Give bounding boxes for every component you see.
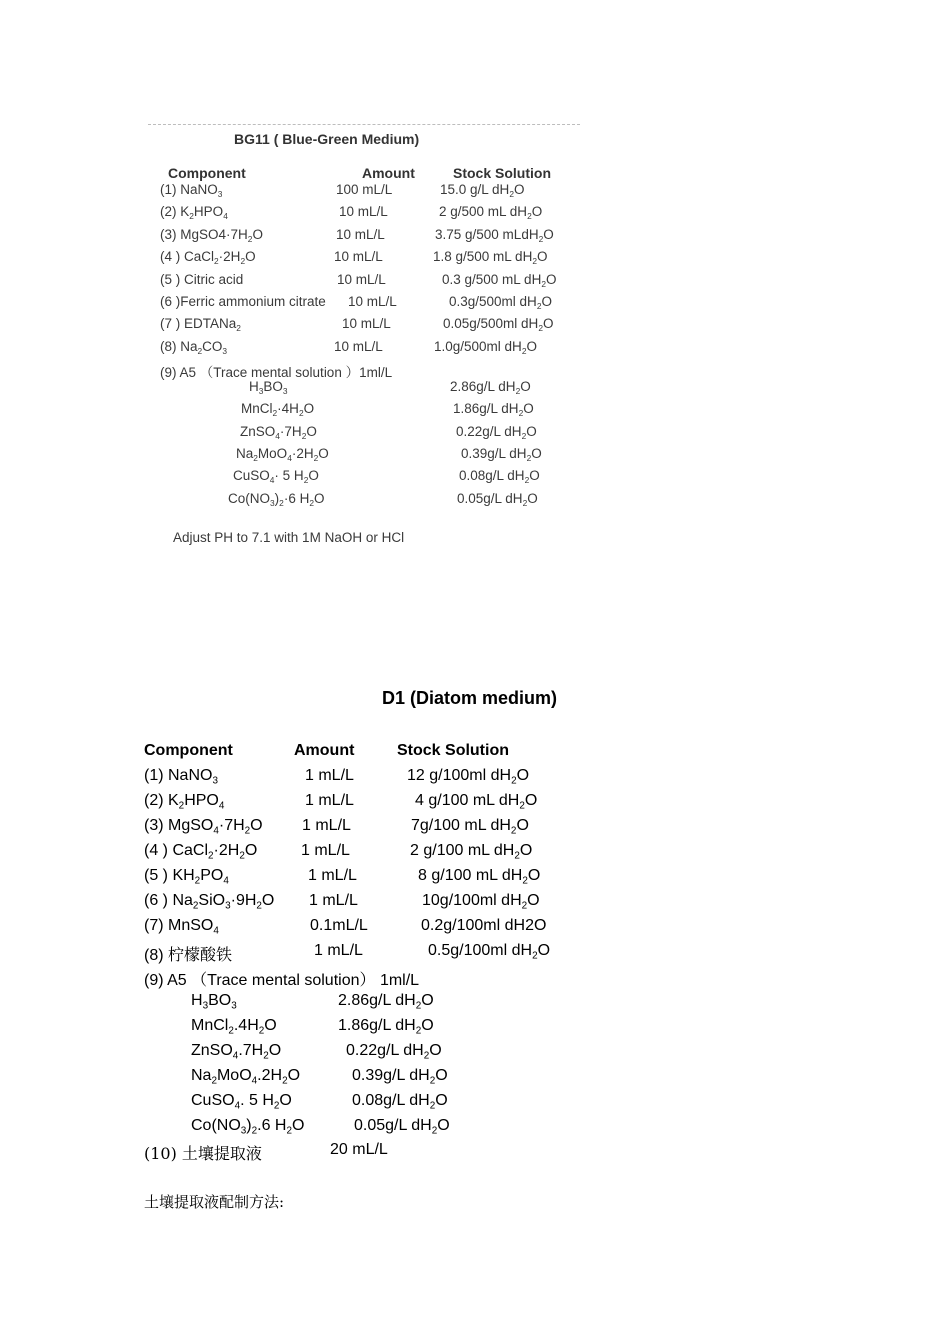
d1-trace-6-component: $Co(NO_3)_2.6$ $H_2O$ (191, 1117, 305, 1137)
bg11-trace-5-component: CuSO$_4$· 5 $H_2O$ (233, 468, 319, 485)
bg11-row-7-component: (7 ) EDTANa$_2$ (160, 316, 241, 333)
d1-row-8-component: (8) 柠檬酸铁 (144, 945, 233, 964)
d1-footer-note: 土壤提取液配制方法: (144, 1193, 285, 1211)
bg11-row-6-component: (6 )Ferric ammonium citrate (160, 294, 326, 309)
d1-trace-1-stock: 2.86g/L $dH_2O$ (338, 992, 434, 1012)
bg11-row-3-stock: 3.75 g/500 mLdH$_2$O (435, 227, 554, 244)
d1-title: D1 (Diatom medium) (382, 688, 558, 708)
bg11-row-4-amount: 10 mL/L (334, 249, 383, 264)
d1-trace-label: (9) A5 （Trace mental solution） 1ml/L (144, 972, 420, 989)
d1-row-4-amount: 1 mL/L (301, 842, 350, 859)
bg11-trace-5-stock: 0.08g/L $dH_2O$ (459, 468, 540, 485)
d1-row-6-component: (6 ) $Na_2SiO_3\cdot 9H_2O$ (144, 892, 275, 912)
bg11-header-component: Component (168, 165, 246, 181)
bg11-trace-2-component: $MnCl_2\cdot 4H_2O$ (241, 401, 315, 418)
d1-row-2-amount: 1 mL/L (305, 792, 354, 809)
d1-trace-6-stock: 0.05g/L $dH_2O$ (354, 1117, 450, 1137)
bg11-row-8-component: (8) $Na_2CO_3$ (160, 339, 228, 356)
bg11-trace-3-stock: 0.22g/L $dH_2O$ (456, 424, 537, 441)
d1-header-stock: Stock Solution (397, 742, 509, 759)
bg11-trace-4-component: $Na_2MoO_4\cdot 2H_2O$ (236, 446, 329, 463)
d1-row-3-component: (3) $MgSO_4\cdot 7H_2O$ (144, 817, 263, 837)
d1-row-2-component: (2) $K_2HPO_4$ (144, 792, 225, 812)
bg11-row-8-amount: 10 mL/L (334, 339, 383, 354)
bg11-row-6-amount: 10 mL/L (348, 294, 397, 309)
d1-row-1-amount: 1 mL/L (305, 767, 354, 784)
d1-row-8-stock: 0.5g/100ml $dH_2O$ (428, 942, 551, 962)
bg11-row-7-amount: 10 mL/L (342, 316, 391, 331)
d1-row-10-amount: 20 mL/L (330, 1141, 388, 1158)
bg11-row-6-stock: 0.3g/500ml $dH_2O$ (449, 294, 552, 311)
d1-row-2-stock: 4 g/100 mL $dH_2O$ (415, 792, 538, 812)
bg11-row-8-stock: 1.0g/500ml $dH_2O$ (434, 339, 537, 356)
bg11-trace-1-component: $H_3BO_3$ (249, 379, 288, 396)
d1-trace-2-stock: 1.86g/L $dH_2O$ (338, 1017, 434, 1037)
bg11-trace-6-stock: 0.05g/L $dH_2O$ (457, 491, 538, 508)
bg11-row-4-component: (4 ) $CaCl_2\cdot 2H_2O$ (160, 249, 256, 266)
bg11-row-7-stock: 0.05g/500ml $dH_2O$ (443, 316, 554, 333)
divider (148, 124, 580, 125)
bg11-row-2-component: (2) $K_2HPO_4$ (160, 204, 228, 221)
bg11-trace-3-component: $ZnSO_4\cdot 7H_2O$ (240, 424, 317, 441)
bg11-trace-1-stock: 2.86g/L $dH_2O$ (450, 379, 531, 396)
d1-row-5-stock: 8 g/100 mL $dH_2O$ (418, 867, 541, 887)
bg11-row-1-stock: 15.0 g/L $dH_2O$ (440, 182, 525, 199)
d1-row-10-component: (10) 土壤提取液 (144, 1144, 262, 1163)
d1-row-8-amount: 1 mL/L (314, 942, 363, 959)
d1-trace-1-component: $H_3BO_3$ (191, 992, 237, 1012)
bg11-row-5-stock: 0.3 g/500 mL $dH_2O$ (442, 272, 557, 289)
d1-row-7-amount: 0.1mL/L (310, 917, 368, 934)
d1-header-amount: Amount (294, 742, 355, 759)
bg11-trace-6-component: $Co(NO_3)_2\cdot 6$ $H_2O$ (228, 491, 325, 508)
bg11-row-2-stock: 2 g/500 mL $dH_2O$ (439, 204, 543, 221)
d1-row-3-amount: 1 mL/L (302, 817, 351, 834)
bg11-row-3-amount: 10 mL/L (336, 227, 385, 242)
d1-trace-4-component: $Na_2MoO_4.2H_2O$ (191, 1067, 301, 1087)
d1-trace-5-stock: 0.08g/L $dH_2O$ (352, 1092, 448, 1112)
d1-row-1-component: (1) NaNO$_3$ (144, 767, 218, 787)
d1-trace-2-component: $MnCl_2.4H_2O$ (191, 1017, 277, 1037)
bg11-row-1-component: (1) NaNO$_3$ (160, 182, 223, 199)
d1-row-6-stock: 10g/100ml $dH_2O$ (422, 892, 540, 912)
d1-row-7-stock: 0.2g/100ml dH2O (421, 917, 547, 934)
bg11-header-stock: Stock Solution (453, 165, 551, 181)
bg11-row-3-component: (3) $MgSO4\cdot 7H_2O$ (160, 227, 263, 244)
d1-header-component: Component (144, 742, 233, 759)
d1-row-1-stock: 12 g/100ml $dH_2O$ (407, 767, 530, 787)
bg11-trace-4-stock: 0.39g/L $dH_2O$ (461, 446, 542, 463)
bg11-row-5-component: (5 ) Citric acid (160, 272, 244, 287)
d1-row-5-component: (5 ) $KH_2PO_4$ (144, 867, 229, 887)
d1-row-4-component: (4 ) $CaCl_2\cdot 2H_2O$ (144, 842, 258, 862)
bg11-header-amount: Amount (362, 165, 415, 181)
bg11-row-1-amount: 100 mL/L (336, 182, 393, 197)
bg11-title: BG11 ( Blue-Green Medium) (234, 131, 420, 147)
bg11-row-4-stock: 1.8 g/500 mL $dH_2O$ (433, 249, 548, 266)
d1-trace-5-component: CuSO$_4$. 5 $H_2O$ (191, 1092, 292, 1112)
bg11-row-2-amount: 10 mL/L (339, 204, 388, 219)
d1-row-7-component: (7) MnSO$_4$ (144, 917, 219, 937)
d1-row-6-amount: 1 mL/L (309, 892, 358, 909)
bg11-row-5-amount: 10 mL/L (337, 272, 386, 287)
bg11-note: Adjust PH to 7.1 with 1M NaOH or HCl (173, 530, 405, 545)
d1-row-4-stock: 2 g/100 mL $dH_2O$ (410, 842, 533, 862)
d1-trace-3-component: $ZnSO_4.7H_2O$ (191, 1042, 282, 1062)
d1-row-5-amount: 1 mL/L (308, 867, 357, 884)
bg11-trace-2-stock: 1.86g/L $dH_2O$ (453, 401, 534, 418)
d1-trace-3-stock: 0.22g/L $dH_2O$ (346, 1042, 442, 1062)
d1-row-3-stock: 7g/100 mL $dH_2O$ (411, 817, 529, 837)
d1-trace-4-stock: 0.39g/L $dH_2O$ (352, 1067, 448, 1087)
bg11-trace-label: (9) A5 （Trace mental solution ）1ml/L (160, 365, 393, 380)
